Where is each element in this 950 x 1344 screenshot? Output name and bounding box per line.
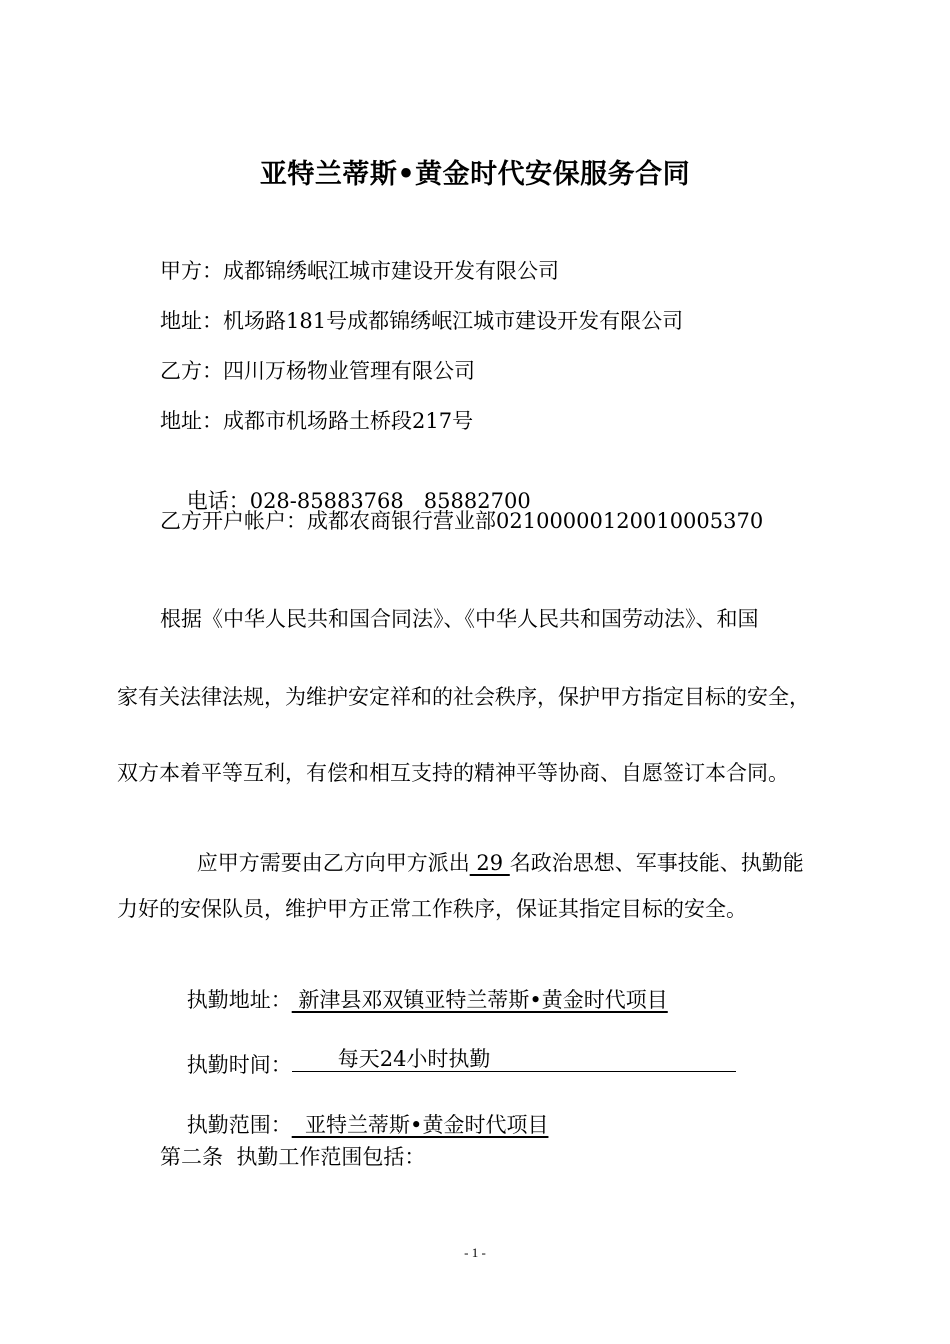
party-a-label: 甲方： (160, 259, 223, 283)
guard-count: 29 (469, 851, 510, 875)
party-b-account-line (160, 506, 763, 536)
duty-address-label: 执勤地址： (186, 988, 292, 1012)
party-b-address: 成都市机场路土桥段217号 (223, 409, 474, 433)
party-a-line (160, 256, 559, 286)
duty-time-field (292, 1047, 736, 1072)
party-b-phone-label: 电话： (186, 489, 250, 513)
dispatch-line-2: 力好的安保队员，维护甲方正常工作秩序，保证其指定目标的安全。 (117, 897, 747, 921)
party-a-address-label: 地址： (160, 309, 223, 333)
preamble-line-2: 家有关法律法规，为维护安定祥和的社会秩序，保护甲方指定目标的安全， (117, 685, 810, 709)
duty-address: 新津县邓双镇亚特兰蒂斯•黄金时代项目 (291, 988, 668, 1012)
party-b-name: 四川万杨物业管理有限公司 (223, 359, 475, 383)
party-b-account: 成都农商银行营业部02100000120010005370 (307, 509, 764, 533)
party-b-line (160, 356, 475, 386)
dispatch-suffix: 名政治思想、军事技能、执勤能 (509, 851, 804, 875)
party-b-address-label: 地址： (160, 409, 223, 433)
duty-time-label: 执勤时间： (186, 1053, 292, 1077)
duty-scope: 亚特兰蒂斯•黄金时代项目 (291, 1113, 549, 1137)
party-b-address-line (160, 406, 473, 436)
party-a-name: 成都锦绣岷江城市建设开发有限公司 (223, 259, 559, 283)
page-number: - 1 - (464, 1245, 486, 1260)
preamble-line-1: 根据《中华人民共和国合同法》、《中华人民共和国劳动法》、和国 (160, 607, 759, 631)
party-a-address-line (160, 306, 683, 336)
duty-scope-label: 执勤范围： (186, 1113, 292, 1137)
preamble-line-3: 双方本着平等互利，有偿和相互支持的精神平等协商、自愿签订本合同。 (117, 761, 789, 785)
dispatch-prefix: 应甲方需要由乙方向甲方派出 (196, 851, 470, 875)
party-b-account-label: 乙方开户帐户： (160, 509, 307, 533)
party-b-phone: 028-85883768 85882700 (249, 489, 531, 513)
party-b-label: 乙方： (160, 359, 223, 383)
party-a-address: 机场路181号成都锦绣岷江城市建设开发有限公司 (223, 309, 684, 333)
article-2-heading: 第二条 执勤工作范围包括： (160, 1145, 426, 1169)
contract-title: 亚特兰蒂斯•黄金时代安保服务合同 (259, 159, 691, 190)
duty-time: 每天24小时执勤 (337, 1047, 491, 1071)
